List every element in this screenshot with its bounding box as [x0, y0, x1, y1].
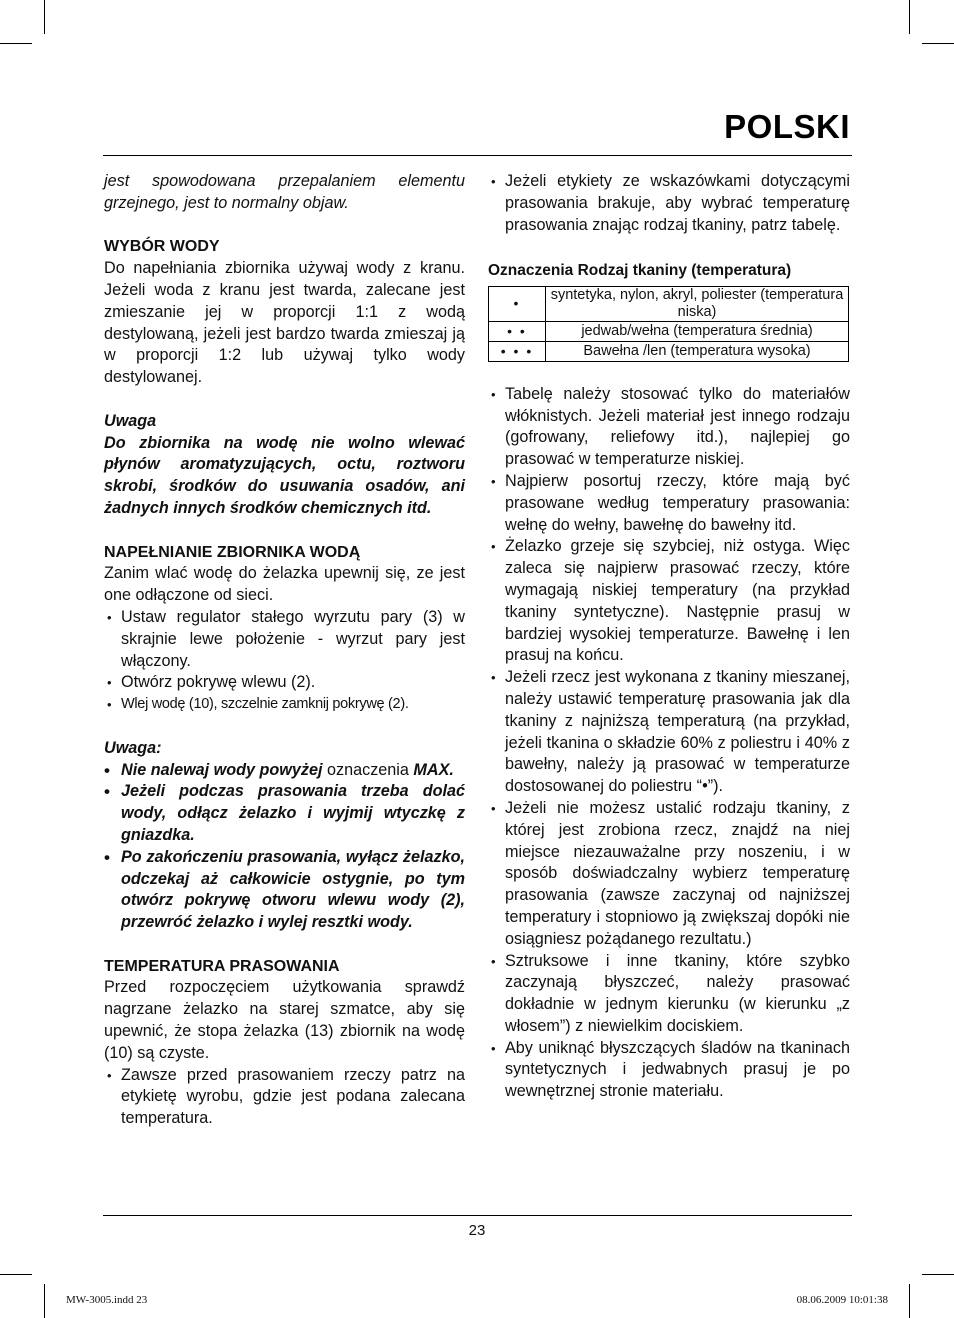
crop-mark	[44, 1284, 45, 1318]
crop-mark	[909, 1284, 910, 1318]
crop-mark	[0, 1274, 32, 1275]
list-item: • Sztruksowe i inne tkaniny, które szybko zaczynają błyszczeć, należy prasować dokładnie w jednym kierunku (w kierunku „z włosem”) z niewielkim dociskiem.	[488, 951, 850, 1038]
warning-normal: oznaczenia	[322, 760, 414, 779]
warning-list	[104, 760, 465, 934]
left-column	[104, 171, 465, 1130]
desc-cell: syntetyka, nylon, akryl, poliester (temperatura niska)	[546, 286, 849, 321]
note-title: Uwaga	[104, 411, 157, 430]
list-item: • Najpierw posortuj rzeczy, które mają być prasowane według temperatury prasowania: wełnę do wełny, bawełnę do bawełny itd.	[488, 471, 850, 536]
list-item: • Jeżeli rzecz jest wykonana z tkaniny mieszanej, należy ustawić temperaturę prasowania jak dla tkaniny z najniższą temperaturą (na przykład, jeżeli tkanina o składzie 60% z poliestru i 40% z bawełny, należy ją prasować w temperaturze dostosowanej do poliestru “•”).	[488, 667, 850, 798]
file-info: MW-3005.indd 23	[66, 1294, 148, 1306]
timestamp: 08.06.2009 10:01:38	[796, 1294, 888, 1306]
list-item: • Jeżeli nie możesz ustalić rodzaju tkaniny, z której jest zrobiona rzecz, znajdź na niej miejsce niezauważalne przy noszeniu, i w sposób doświadczalny wybierz temperaturę prasowania (zawsze zaczynaj od najniższej temperatury i stopniowo ją zwiększaj dopóki nie osiągniesz pożądanego rezultatu.)	[488, 798, 850, 951]
crop-mark	[922, 43, 954, 44]
desc-cell: Bawełna /len (temperatura wysoka)	[546, 341, 849, 361]
warning-bold: Nie nalewaj wody powyżej	[121, 760, 323, 779]
bullet-list	[104, 607, 465, 716]
table-row	[489, 286, 849, 321]
list-item: • Aby uniknąć błyszczących śladów na tkaninach syntetycznych i jedwabnych prasuj je po wewnętrznej stronie materiału.	[488, 1038, 850, 1103]
table-title: Oznaczenia Rodzaj tkaniny (temperatura)	[488, 262, 792, 280]
page-number: 23	[468, 1222, 486, 1239]
top-rule	[103, 155, 852, 156]
list-item: • Po zakończeniu prasowania, wyłącz żelazko, odczekaj aż całkowicie ostygnie, po tym otwórz pokrywę otworu wlewu wody (2), przewróć żelazko i wylej resztki wody.	[104, 847, 465, 934]
table-row	[489, 341, 849, 361]
bullet-list	[488, 384, 850, 1103]
crop-mark	[922, 1274, 954, 1275]
list-item: • Otwórz pokrywę wlewu (2).	[104, 672, 465, 694]
list-item	[104, 760, 465, 782]
paragraph: Przed rozpoczęciem użytkowania sprawdź nagrzane żelazko na starej szmatce, aby się upewnić, że stopa żelazka (13) zbiornik na wodę (10) są czyste.	[104, 978, 465, 1062]
list-item: • Jeżeli etykiety ze wskazówkami dotyczącymi prasowania brakuje, aby wybrać temperaturę prasowania znając rodzaj tkaniny, patrz tabelę.	[488, 171, 850, 236]
page-title: POLSKI	[724, 108, 850, 145]
paragraph: Zanim wlać wodę do żelazka upewnij się, ze jest one odłączone od sieci.	[104, 564, 465, 605]
dots-cell: • • •	[489, 341, 546, 361]
bottom-rule	[103, 1215, 852, 1216]
note-title: Uwaga:	[104, 738, 162, 757]
section-heading: NAPEŁNIANIE ZBIORNIKA WODĄ	[104, 543, 361, 561]
crop-mark	[909, 0, 910, 34]
dots-cell: • •	[489, 321, 546, 341]
paragraph: Do napełniania zbiornika używaj wody z kranu. Jeżeli woda z kranu jest twarda, zalecane jest zmieszanie jej w proporcji 1:1 z wodą destylowaną, jeżeli jest bardzo twarda zmieszaj ją w proporcji 1:2 lub używaj tylko wody destylowanej.	[104, 259, 465, 387]
fabric-table	[488, 286, 849, 362]
list-item: • Jeżeli podczas prasowania trzeba dolać wody, odłącz żelazko i wyjmij wtyczkę z gniazdka.	[104, 781, 465, 846]
section-heading: TEMPERATURA PRASOWANIA	[104, 957, 340, 975]
list-item: • Żelazko grzeje się szybciej, niż ostyga. Więc zaleca się najpierw prasować rzeczy, które wymagają niskiej temperatury (na przykład tkaniny syntetyczne). Następnie prasuj w bardziej wysokiej temperaturze. Bawełnę i len prasuj na końcu.	[488, 536, 850, 667]
crop-mark	[0, 43, 32, 44]
list-item: • Zawsze przed prasowaniem rzeczy patrz na etykietę wyrobu, gdzie jest podana zalecana temperatura.	[104, 1065, 465, 1130]
note-text: Do zbiornika na wodę nie wolno wlewać płynów aromatyzujących, octu, roztworu skrobi, środków do usuwania osadów, ani żadnych innych środków chemicznych itd.	[104, 433, 465, 517]
desc-cell: jedwab/wełna (temperatura średnia)	[546, 321, 849, 341]
bullet-list	[104, 1065, 465, 1130]
bullet-list	[488, 171, 850, 236]
table-row	[489, 321, 849, 341]
warning-max: MAX.	[413, 760, 454, 779]
crop-mark	[44, 0, 45, 34]
dots-cell: •	[489, 286, 546, 321]
list-item: • Tabelę należy stosować tylko do materiałów włóknistych. Jeżeli materiał jest innego rodzaju (gofrowany, reliefowy itd.), najlepiej go prasować w temperaturze niskiej.	[488, 384, 850, 471]
section-heading: WYBÓR WODY	[104, 238, 220, 256]
right-column	[488, 171, 850, 1103]
list-item: • Ustaw regulator stałego wyrzutu pary (3) w skrajnie lewe położenie - wyrzut pary jest włączony.	[104, 607, 465, 672]
list-item: • Wlej wodę (10), szczelnie zamknij pokrywę (2).	[104, 694, 465, 716]
intro-text: jest spowodowana przepalaniem elementu grzejnego, jest to normalny objaw.	[104, 172, 465, 212]
